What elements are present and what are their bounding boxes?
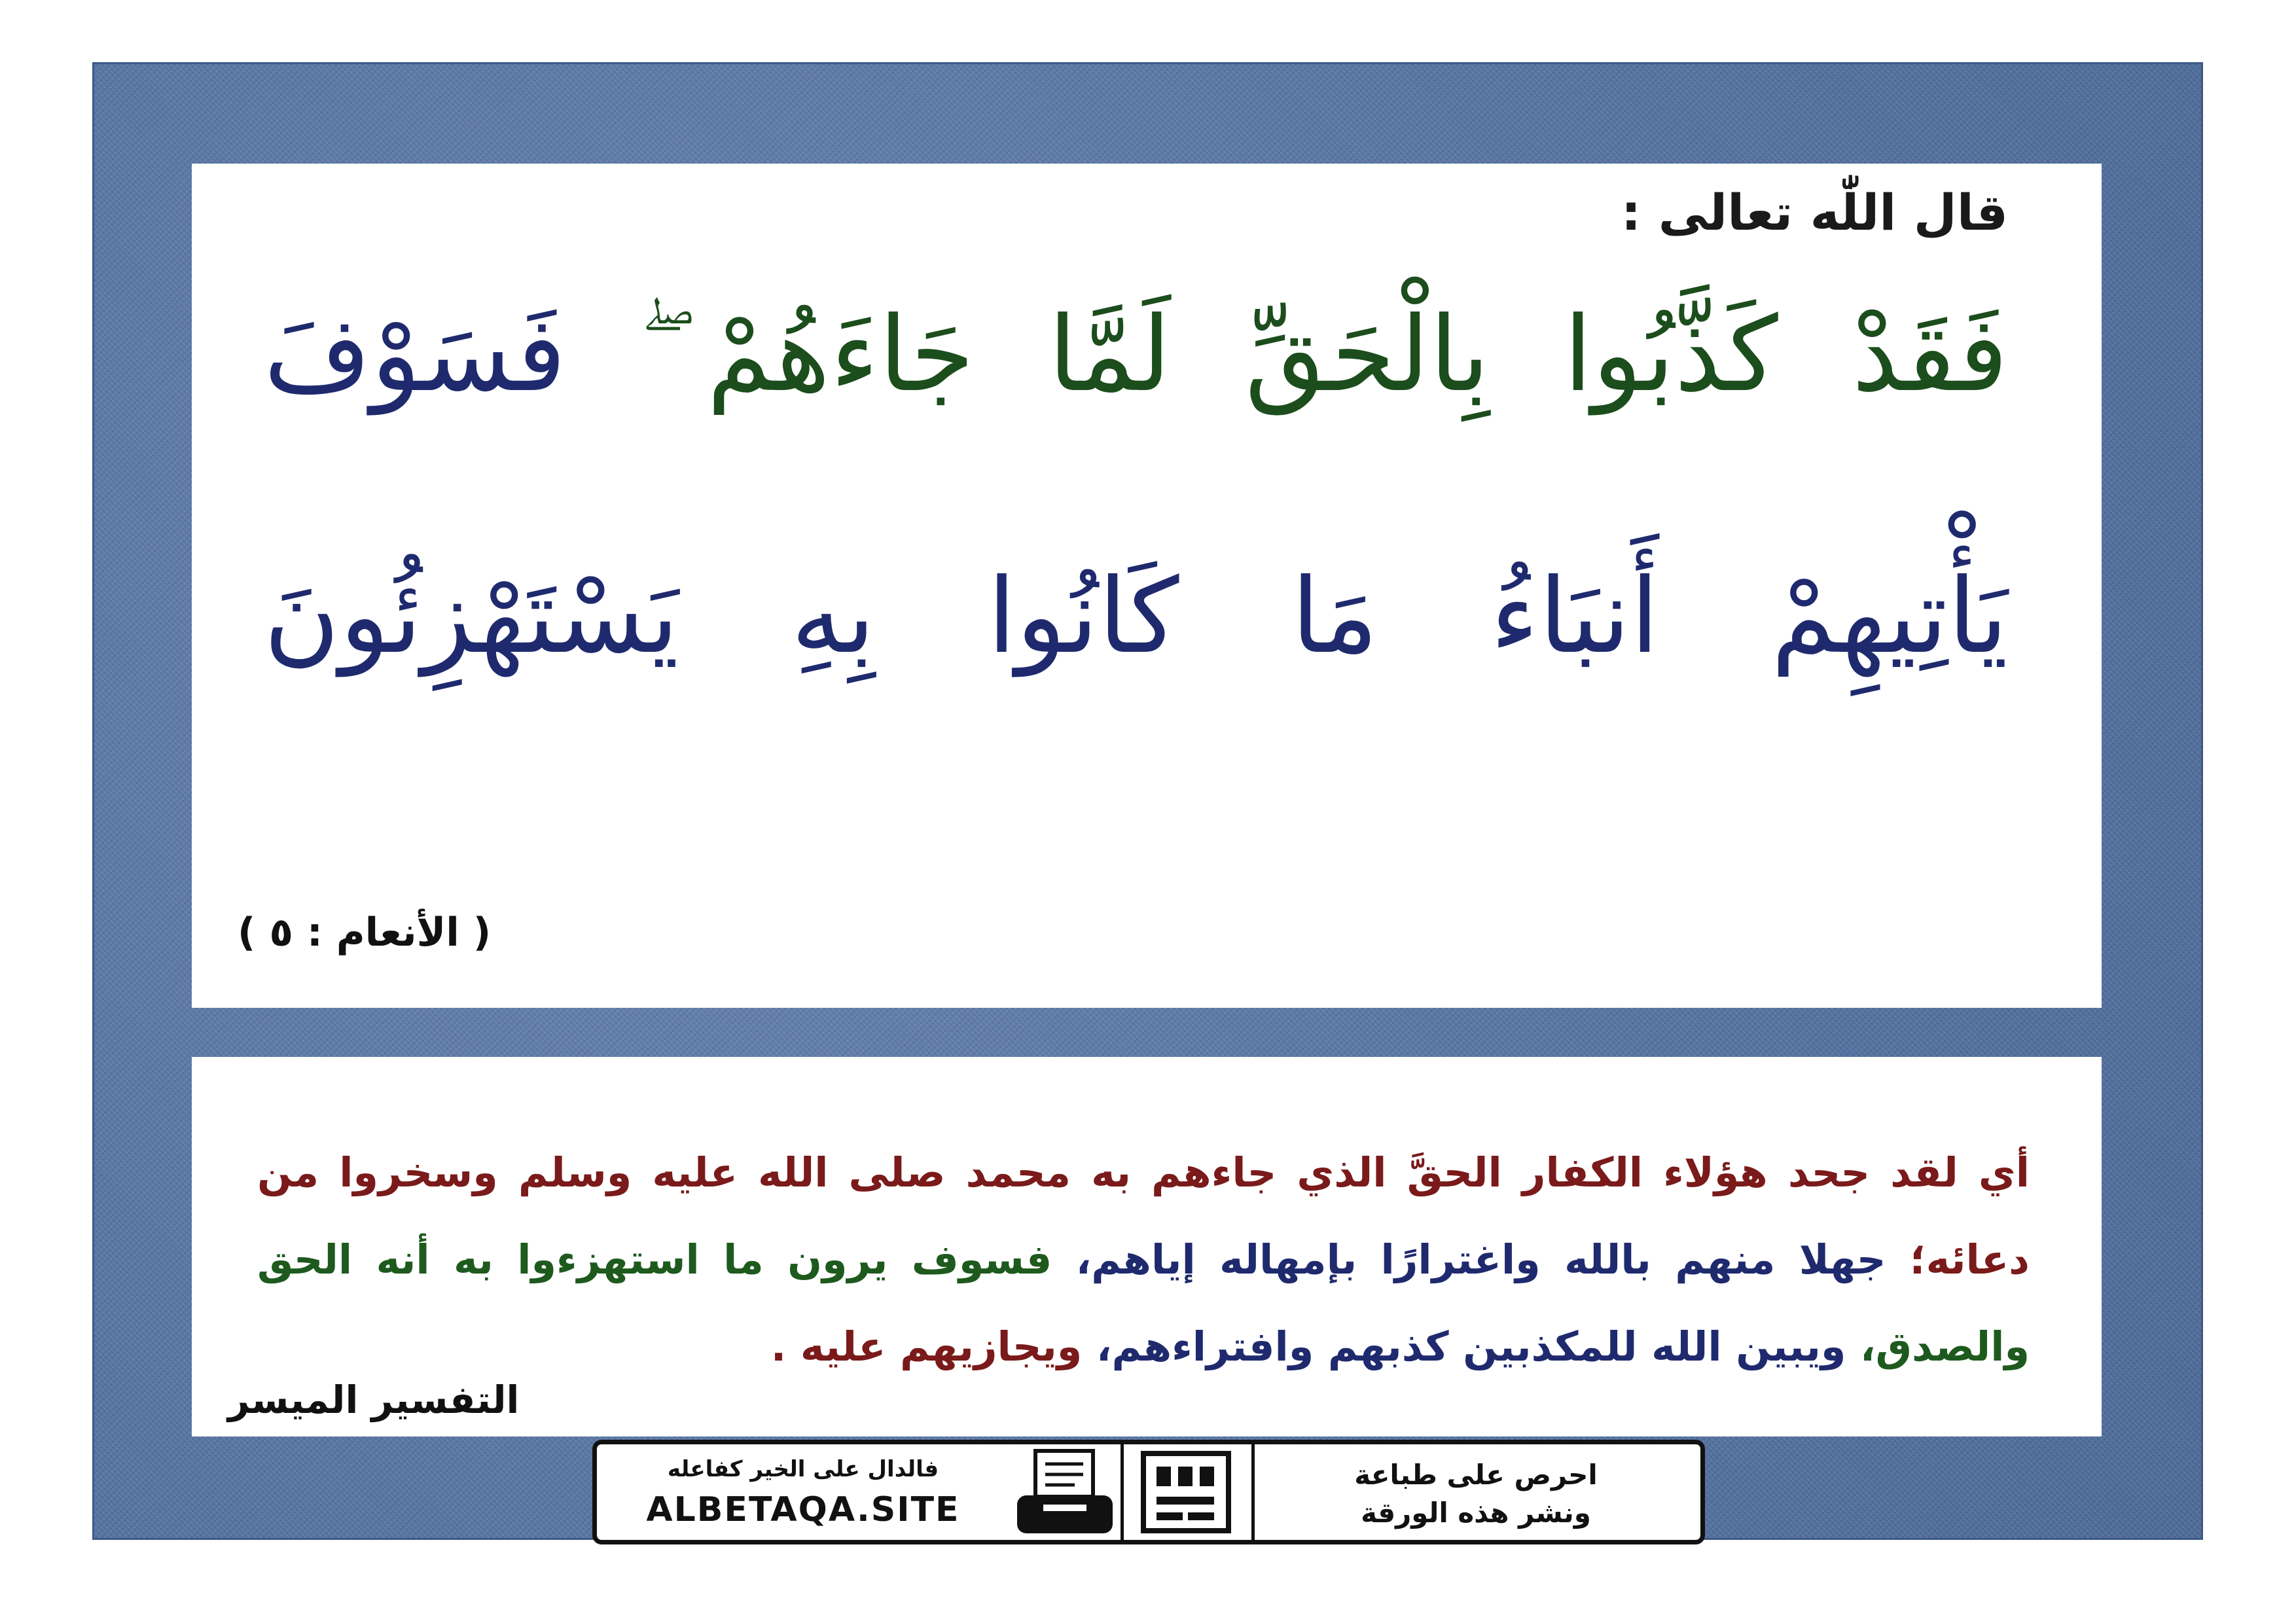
footer-slogan: فالدال على الخير كفاعله [667,1456,939,1482]
footer-site-block [597,1444,1009,1540]
verse-line-1-navy: فَسَوْفَ [264,294,566,415]
tafsir-segment-5: ويجازيهم عليه . [770,1323,1083,1370]
footer-callout [1251,1444,1700,1540]
footer-callout-line-2: ونشر هذه الورقة [1361,1497,1591,1529]
printer-icon [1009,1444,1121,1540]
verse-line-2: يَأْتِيهِمْ أَنبَاءُ مَا كَانُوا بِهِ يَسْتَهْزِئُونَ [264,556,2008,677]
logo-block [1121,1444,1251,1540]
tafsir-segment-2: جهلا منهم بالله واغترارًا بإمهاله إياهم، [1075,1236,1886,1283]
footer-callout-line-1: احرص على طباعة [1354,1459,1598,1491]
tafsir-segment-1: أي لقد جحد هؤلاء الكفار الحقَّ الذي جاءهم به محمد صلى الله عليه وسلم وسخروا من دعائه؛ [257,1149,2030,1283]
footer-site-link[interactable]: ALBETAQA.SITE [646,1490,960,1529]
tafsir-source: التفسير الميسر [228,1378,520,1422]
footer-banner [592,1440,1705,1544]
tafsir-segment-4: ويبين الله للمكذبين كذبهم وافتراءهم، [1096,1323,1846,1370]
tafsir-text [257,1129,2030,1390]
verse-card [192,164,2102,1008]
verse-intro: قال اللّٰه تعالى : [1621,183,2008,241]
tafsir-card [192,1057,2102,1436]
verse-line-1-green: فَقَدْ كَذَّبُوا بِالْحَقِّ لَمَّا جَاءَهُمْ ۖ [639,294,2008,415]
verse-line-1 [264,294,2008,416]
verse-citation: ( الأنعام : ٥ ) [238,910,492,955]
tafsir-segment-3: فسوف يرون ما استهزءوا به أنه الحق والصدق، [257,1236,2030,1370]
